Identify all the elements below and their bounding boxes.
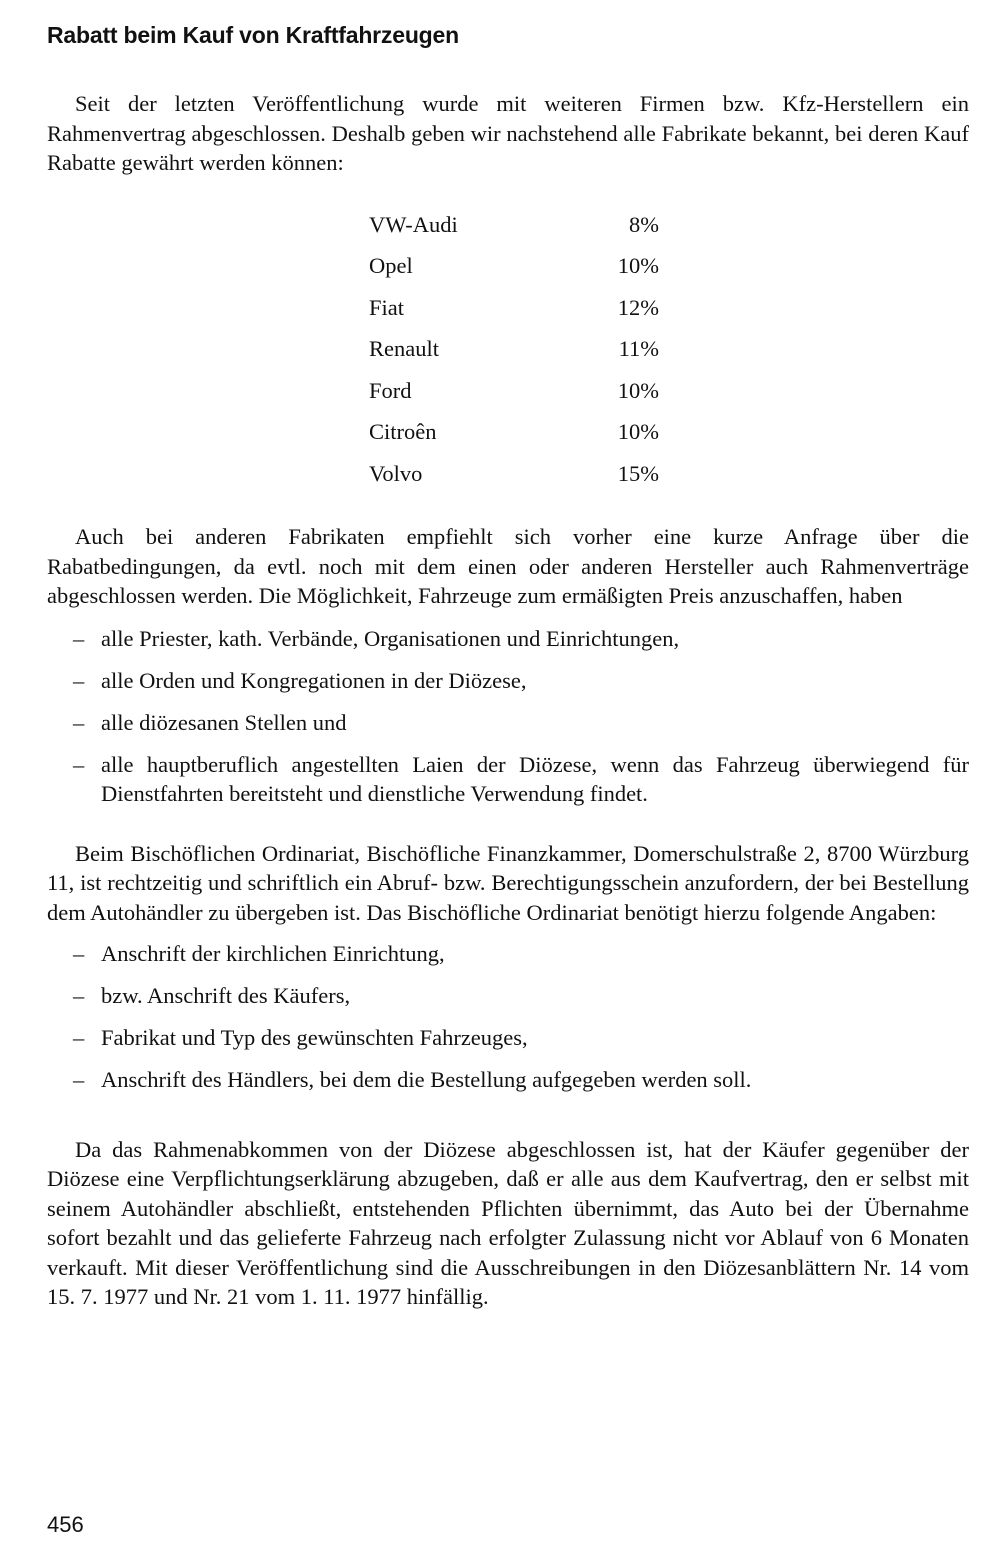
document-page [47, 22, 969, 1312]
discount-value: 15% [617, 460, 659, 486]
discount-row [369, 461, 969, 503]
brand-name: Volvo [369, 460, 423, 486]
brand-name: Citroên [369, 419, 437, 444]
list-item: – Fabrikat und Typ des gewünschten Fahrzeuges, [47, 1023, 969, 1053]
intro-paragraph: Seit der letzten Veröffentlichung wurde mit weiteren Firmen bzw. Kfz-Herstellern ein Rahmenvertrag abgeschlossen. Deshalb geben wir nachstehend alle Fabrikate bekannt, bei deren Kauf Rabatte gewährt werden können: [47, 91, 969, 175]
discount-row [369, 419, 969, 461]
brand-name: VW-Audi [369, 211, 458, 237]
list-item: – alle Priester, kath. Verbände, Organisationen und Einrichtungen, [47, 624, 969, 654]
brand-name: Opel [369, 253, 413, 278]
other-brands-paragraph: Auch bei anderen Fabrikaten empfiehlt sich vorher eine kurze Anfrage über die Rabatbedingungen, da evtl. noch mit dem einen oder anderen Hersteller auch Rahmenverträge abgeschlossen werden. Die Möglichkeit, Fahrzeuge zum ermäßigten Preis anzuschaffen, haben [47, 524, 969, 608]
brand-name: Renault [369, 336, 439, 361]
list-item: – Anschrift der kirchlichen Einrichtung, [47, 939, 969, 969]
discount-row [369, 378, 969, 420]
discount-row [369, 295, 969, 337]
list-item: – alle Orden und Kongregationen in der Diözese, [47, 666, 969, 696]
discount-row [369, 336, 969, 378]
discount-value: 10% [617, 377, 659, 403]
discount-value: 11% [618, 336, 659, 361]
discount-value: 10% [617, 253, 659, 278]
document-title: Rabatt beim Kauf von Kraftfahrzeugen [47, 22, 459, 48]
discount-value: 10% [617, 419, 659, 444]
required-info-list [47, 939, 969, 1095]
page-number: 456 [47, 1512, 84, 1537]
list-item: – alle hauptberuflich angestellten Laien der Diözese, wenn das Fahrzeug überwiegend für Dienstfahrten bereitsteht und dienstliche Verwendung findet. [47, 750, 969, 809]
agreement-paragraph: Da das Rahmenabkommen von der Diözese abgeschlossen ist, hat der Käufer gegenüber der Diözese eine Verpflichtungserklärung abzugeben, daß er alle aus dem Kaufvertrag, den er selbst mit seinem Autohändler abschließt, entstehenden Pflichten übernimmt, das Auto bei der Übernahme sofort bezahlt und das gelieferte Fahrzeug nach erfolgter Zulassung nicht vor Ablauf von 6 Monaten verkauft. Mit dieser Veröffentlichung sind die Ausschreibungen in den Diözesanblättern Nr. 14 vom 15. 7. 1977 und Nr. 21 vom 1. 11. 1977 hinfällig. [47, 1136, 969, 1309]
brand-name: Ford [369, 377, 412, 403]
discount-row [369, 253, 969, 295]
eligible-list [47, 624, 969, 809]
list-item: – bzw. Anschrift des Käufers, [47, 981, 969, 1011]
discount-row [369, 212, 969, 254]
discount-table [369, 212, 969, 503]
discount-value: 8% [629, 211, 659, 237]
list-item: – Anschrift des Händlers, bei dem die Bestellung aufgegeben werden soll. [47, 1065, 969, 1095]
discount-value: 12% [617, 294, 659, 320]
list-item: – alle diözesanen Stellen und [47, 708, 969, 738]
ordinariat-paragraph: Beim Bischöflichen Ordinariat, Bischöfliche Finanzkammer, Domerschulstraße 2, 8700 Würzburg 11, ist rechtzeitig und schriftlich ein Abruf- bzw. Berechtigungsschein anzufordern, der bei Bestellung dem Autohändler zu übergeben ist. Das Bischöfliche Ordinariat benötigt hierzu folgende Angaben: [47, 840, 969, 925]
brand-name: Fiat [369, 294, 405, 320]
